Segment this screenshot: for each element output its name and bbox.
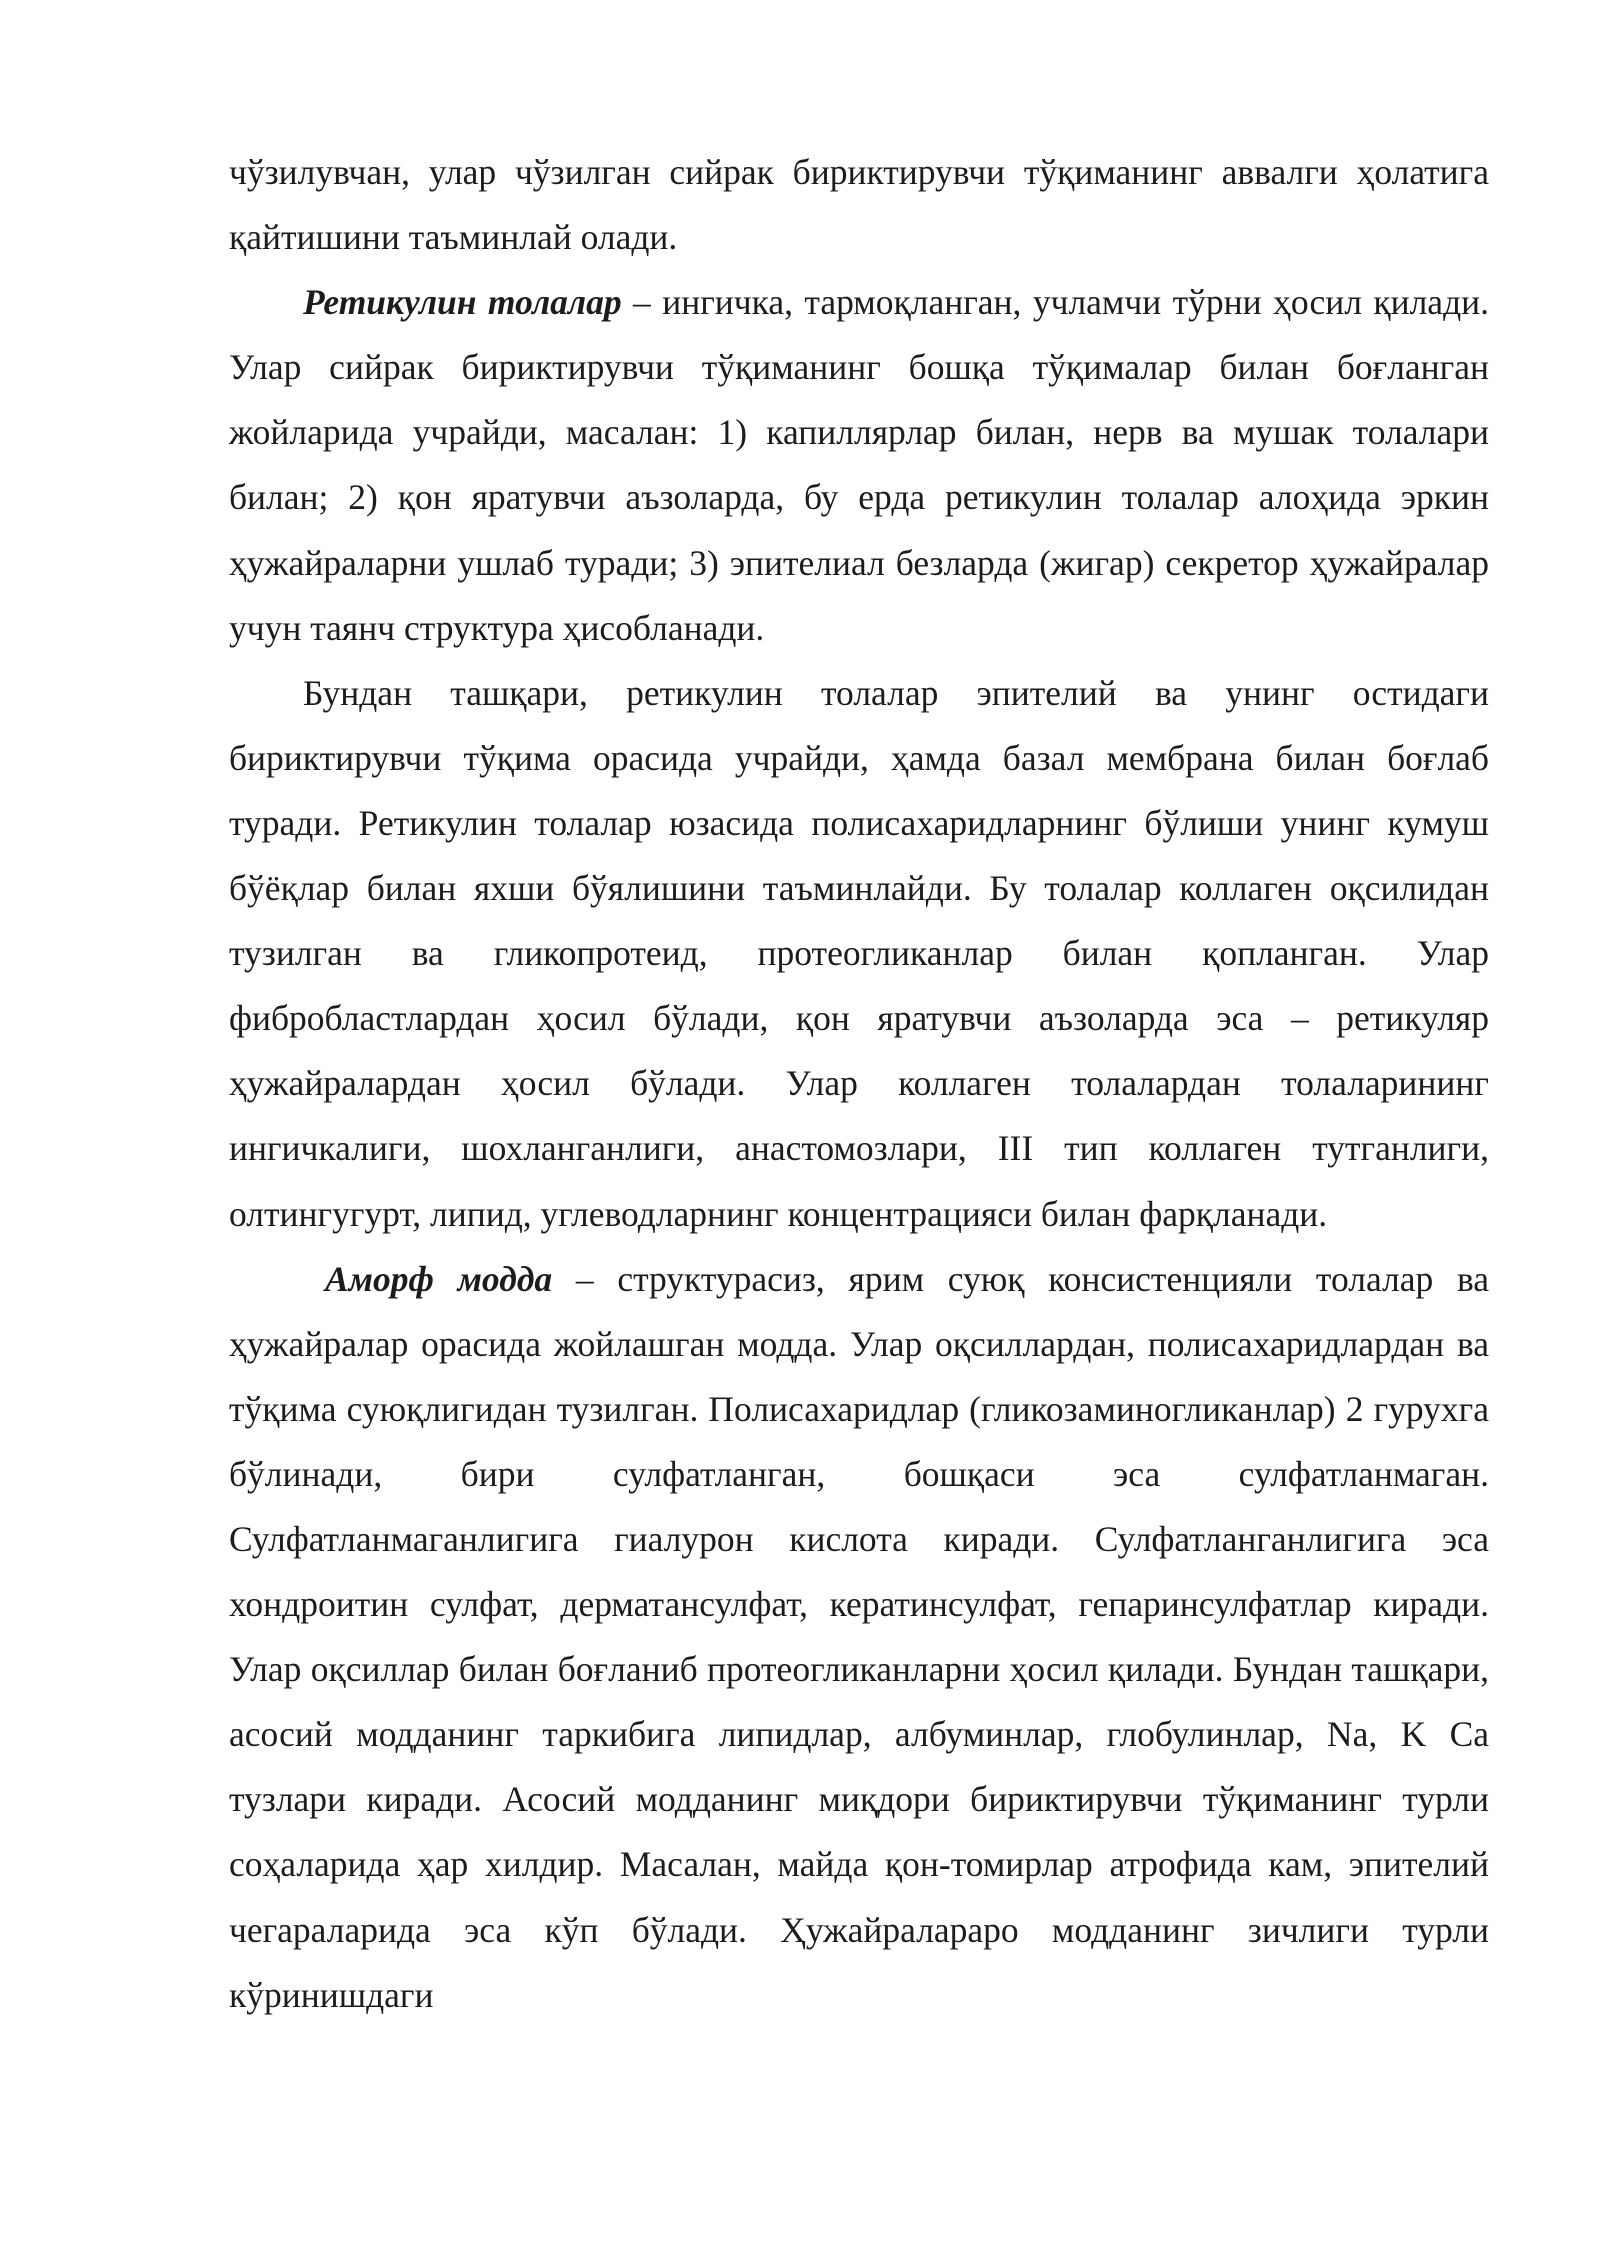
paragraph-reticulin-fibers: [229, 270, 1489, 661]
paragraph-text: чўзилувчан, улар чўзилган сийрак бириктирувчи тўқиманинг аввалги ҳолатига қайтишини таъминлай олади.: [229, 152, 1489, 258]
term-heading: Ретикулин толалар: [303, 282, 622, 323]
paragraph-text: – ингичка, тармоқланган, учламчи тўрни ҳосил қилади. Улар сийрак бириктирувчи тўқиманинг бошқа тўқималар билан боғланган жойларида учрайди, масалан: 1) капиллярлар билан, нерв ва мушак толалари билан; 2) қон яратувчи аъзоларда, бу ерда ретикулин толалар алоҳида эркин ҳужайраларни ушлаб туради; 3) эпителиал безларда (жигар) секретор ҳужайралар учун таянч структура ҳисобланади.: [229, 282, 1490, 648]
paragraph-elastic-continuation: [229, 140, 1489, 270]
paragraph-reticulin-details: [229, 661, 1489, 1247]
term-heading: Аморф модда: [325, 1258, 553, 1299]
paragraph-text: Бундан ташқари, ретикулин толалар эпителий ва унинг остидаги бириктирувчи тўқима орасида учрайди, ҳамда базал мембрана билан боғлаб туради. Ретикулин толалар юзасида полисахаридларнинг бўлиши унинг кумуш бўёқлар билан яхши бўялишини таъминлайди. Бу толалар коллаген оқсилидан тузилган ва гликопротеид, протеогликанлар билан қопланган. Улар фибробластлардан ҳосил бўлади, қон яратувчи аъзоларда эса – ретикуляр ҳужайралардан ҳосил бўлади. Улар коллаген толалардан толаларининг ингичкалиги, шохланганлиги, анастомозлари, III тип коллаген тутганлиги, олтингугурт, липид, углеводларнинг концентрацияси билан фарқланади.: [229, 672, 1489, 1234]
paragraph-amorphous-substance: [229, 1247, 1489, 2028]
document-page: [229, 140, 1489, 2028]
paragraph-text: – структурасиз, ярим суюқ консистенцияли толалар ва ҳужайралар орасида жойлашган модда. Улар оқсиллардан, полисахаридлардан ва тўқима суюқлигидан тузилган. Полисахаридлар (гликозаминогликанлар) 2 гурухга бўлинади, бири сулфатланган, бошқаси эса сулфатланмаган. Сулфатланмаганлигига гиалурон кислота киради. Сулфатланганлигига эса хондроитин сулфат, дерматансулфат, кератинсулфат, гепаринсулфатлар киради. Улар оқсиллар билан боғланиб протеогликанларни ҳосил қилади. Бундан ташқари, асосий модданинг таркибига липидлар, албуминлар, глобулинлар, Na, K Ca тузлари киради. Асосий модданинг миқдори бириктирувчи тўқиманинг турли соҳаларида ҳар хилдир. Масалан, майда қон-томирлар атрофида кам, эпителий чегараларида эса кўп бўлади. Ҳужайралараро модданинг зичлиги турли кўринишдаги: [229, 1258, 1490, 2015]
